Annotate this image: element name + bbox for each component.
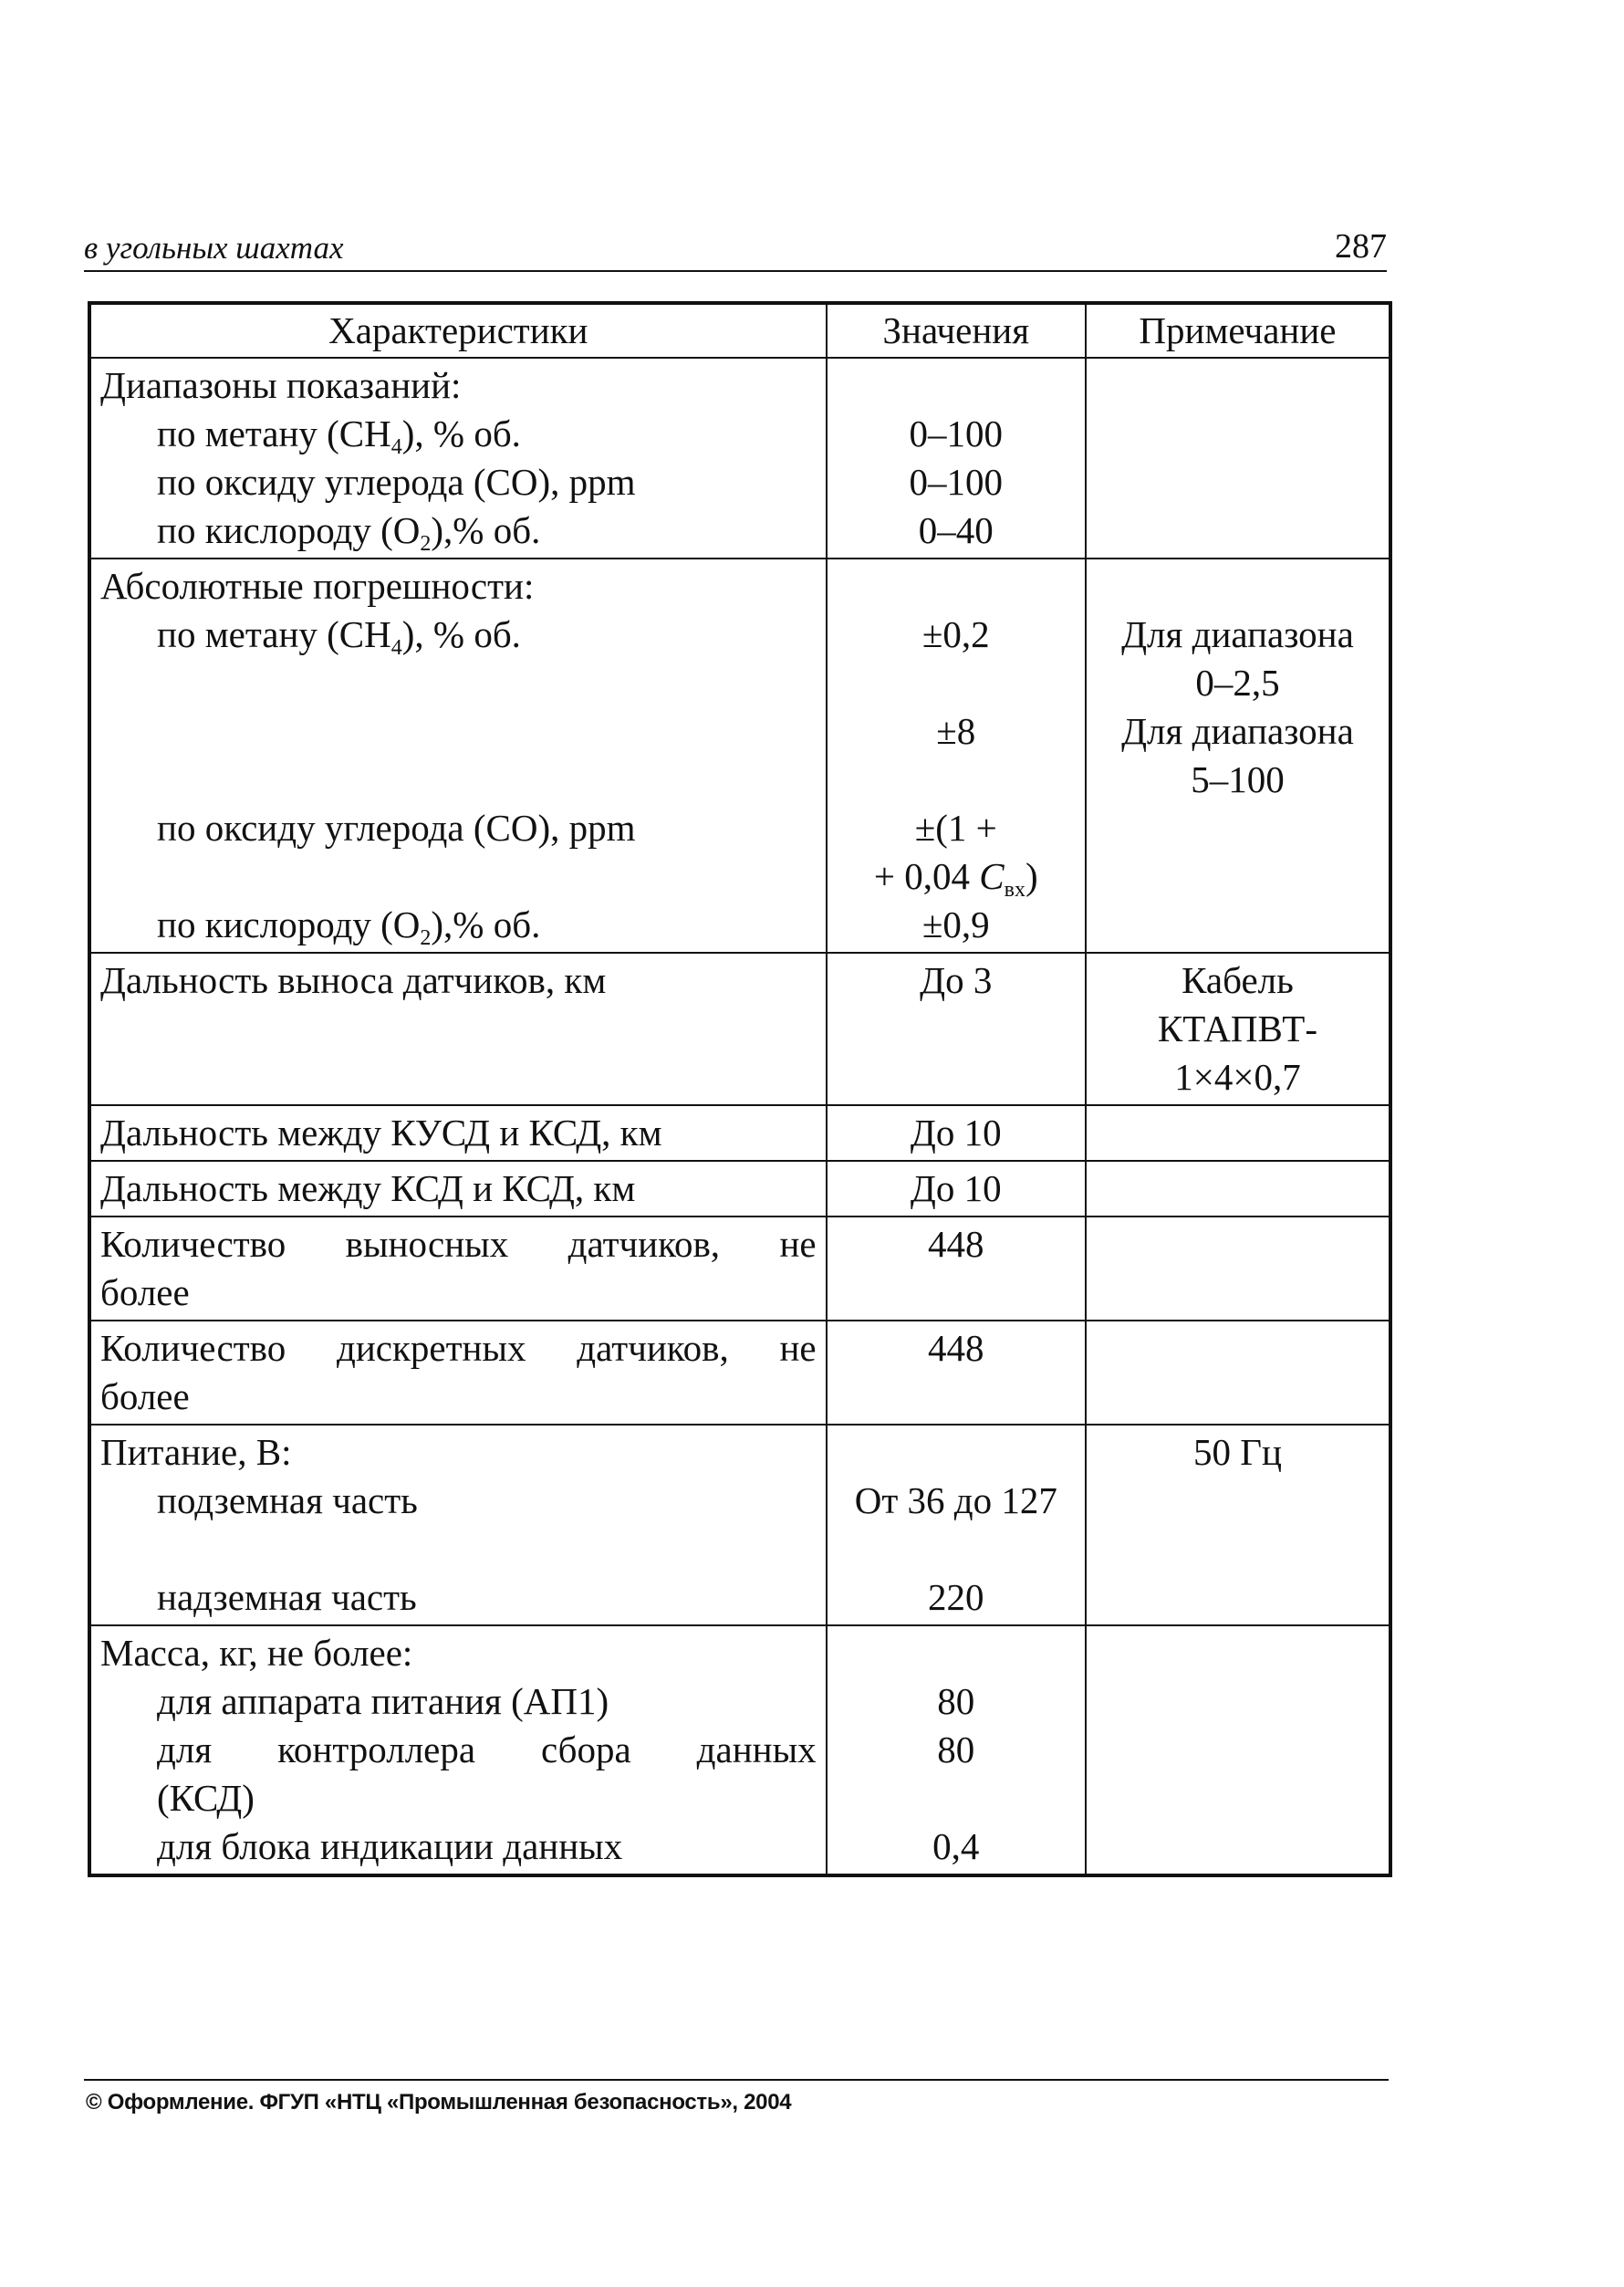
errors-co-value-line1: ±(1 + xyxy=(914,807,997,849)
errors-note-2-line1: Для диапазона xyxy=(1121,710,1354,752)
ksd-ksd-distance-value: До 10 xyxy=(827,1161,1086,1217)
power-surface-value: 220 xyxy=(928,1576,984,1618)
table-row xyxy=(89,1105,1390,1161)
errors-methane-value-2: ±8 xyxy=(936,710,976,752)
ranges-methane-label: по метану $(CH_4)$, % об. xyxy=(157,412,521,459)
errors-title: Абсолютные погрешности: xyxy=(100,565,535,607)
ranges-value-cell xyxy=(827,358,1086,559)
footer-copyright: © Оформление. ФГУП «НТЦ «Промышленная безопасность», 2004 xyxy=(86,2090,792,2115)
mass-psu-value: 80 xyxy=(937,1680,975,1722)
errors-note-1-line2: 0–2,5 xyxy=(1195,662,1280,704)
errors-note-1-line1: Для диапазона xyxy=(1121,613,1354,655)
table-header-row xyxy=(89,303,1390,358)
errors-co-value-line2: + 0,04 $C_{вх}$) xyxy=(873,855,1038,902)
section-title: в угольных шахтах xyxy=(84,230,344,266)
ranges-title: Диапазоны показаний: xyxy=(100,364,462,406)
ranges-note-cell xyxy=(1086,358,1390,559)
table-row xyxy=(89,1321,1390,1425)
mass-display-label: для блока индикации данных xyxy=(157,1825,623,1867)
ranges-label-cell xyxy=(89,358,827,559)
errors-o2-value: ±0,9 xyxy=(921,903,990,945)
errors-methane-label: по метану $(CH_4)$, % об. xyxy=(157,613,521,660)
column-header-notes: Примечание xyxy=(1086,303,1390,358)
table-row xyxy=(89,559,1390,953)
mass-title: Масса, кг, не более: xyxy=(100,1632,413,1674)
errors-value-cell xyxy=(827,559,1086,953)
mass-display-value: 0,4 xyxy=(932,1825,980,1867)
mass-ksd-label-line2: (КСД) xyxy=(157,1777,255,1819)
ranges-methane-value: 0–100 xyxy=(909,412,1004,454)
table-row xyxy=(89,1425,1390,1625)
errors-note-2-line2: 5–100 xyxy=(1191,758,1285,800)
sensor-distance-note: Кабель КТАПВТ- 1×4×0,7 xyxy=(1086,953,1390,1105)
table-row xyxy=(89,1161,1390,1217)
kusd-ksd-distance-label: Дальность между КУСД и КСД, км xyxy=(89,1105,827,1161)
ranges-o2-label: по кислороду $(O_2),\%$ об. xyxy=(157,509,541,556)
sensor-distance-label: Дальность выноса датчиков, км xyxy=(89,953,827,1105)
mass-psu-label: для аппарата питания (АП1) xyxy=(157,1680,609,1722)
table-row xyxy=(89,358,1390,559)
power-note-cell xyxy=(1086,1425,1390,1625)
power-underground-label: подземная часть xyxy=(157,1479,418,1521)
power-title: Питание, В: xyxy=(100,1431,292,1473)
power-note: 50 Гц xyxy=(1193,1431,1282,1473)
power-value-cell xyxy=(827,1425,1086,1625)
sensor-distance-value: До 3 xyxy=(827,953,1086,1105)
power-label-cell xyxy=(89,1425,827,1625)
table-row xyxy=(89,953,1390,1105)
errors-o2-label: по кислороду $(O_2),\%$ об. xyxy=(157,903,541,950)
table-row xyxy=(89,1217,1390,1321)
discrete-sensors-count-value: 448 xyxy=(827,1321,1086,1425)
table-row xyxy=(89,1625,1390,1875)
errors-co-label: по оксиду углерода (CO), ppm xyxy=(157,807,636,849)
ranges-co-value: 0–100 xyxy=(909,461,1004,503)
remote-sensors-count-value: 448 xyxy=(827,1217,1086,1321)
errors-note-cell xyxy=(1086,559,1390,953)
errors-label-cell xyxy=(89,559,827,953)
discrete-sensors-count-label: Количество дискретных датчиков, не более xyxy=(89,1321,827,1425)
mass-ksd-label-line1: для контроллера сбора данных xyxy=(157,1728,817,1770)
mass-label-cell xyxy=(89,1625,827,1875)
ksd-ksd-distance-label: Дальность между КСД и КСД, км xyxy=(89,1161,827,1217)
column-header-characteristics: Характеристики xyxy=(89,303,827,358)
running-header xyxy=(84,228,1387,272)
remote-sensors-count-label: Количество выносных датчиков, не более xyxy=(89,1217,827,1321)
ranges-co-label: по оксиду углерода (CO), ppm xyxy=(157,461,636,503)
power-surface-label: надземная часть xyxy=(157,1576,417,1618)
mass-value-cell xyxy=(827,1625,1086,1875)
page-number: 287 xyxy=(1335,227,1387,266)
mass-ksd-value: 80 xyxy=(937,1728,975,1770)
power-underground-value: От 36 до 127 xyxy=(854,1479,1057,1521)
ranges-o2-value: 0–40 xyxy=(918,509,994,551)
column-header-values: Значения xyxy=(827,303,1086,358)
errors-methane-value-1: ±0,2 xyxy=(921,613,990,655)
specifications-table xyxy=(88,301,1392,1877)
kusd-ksd-distance-value: До 10 xyxy=(827,1105,1086,1161)
footer-rule xyxy=(84,2079,1389,2081)
